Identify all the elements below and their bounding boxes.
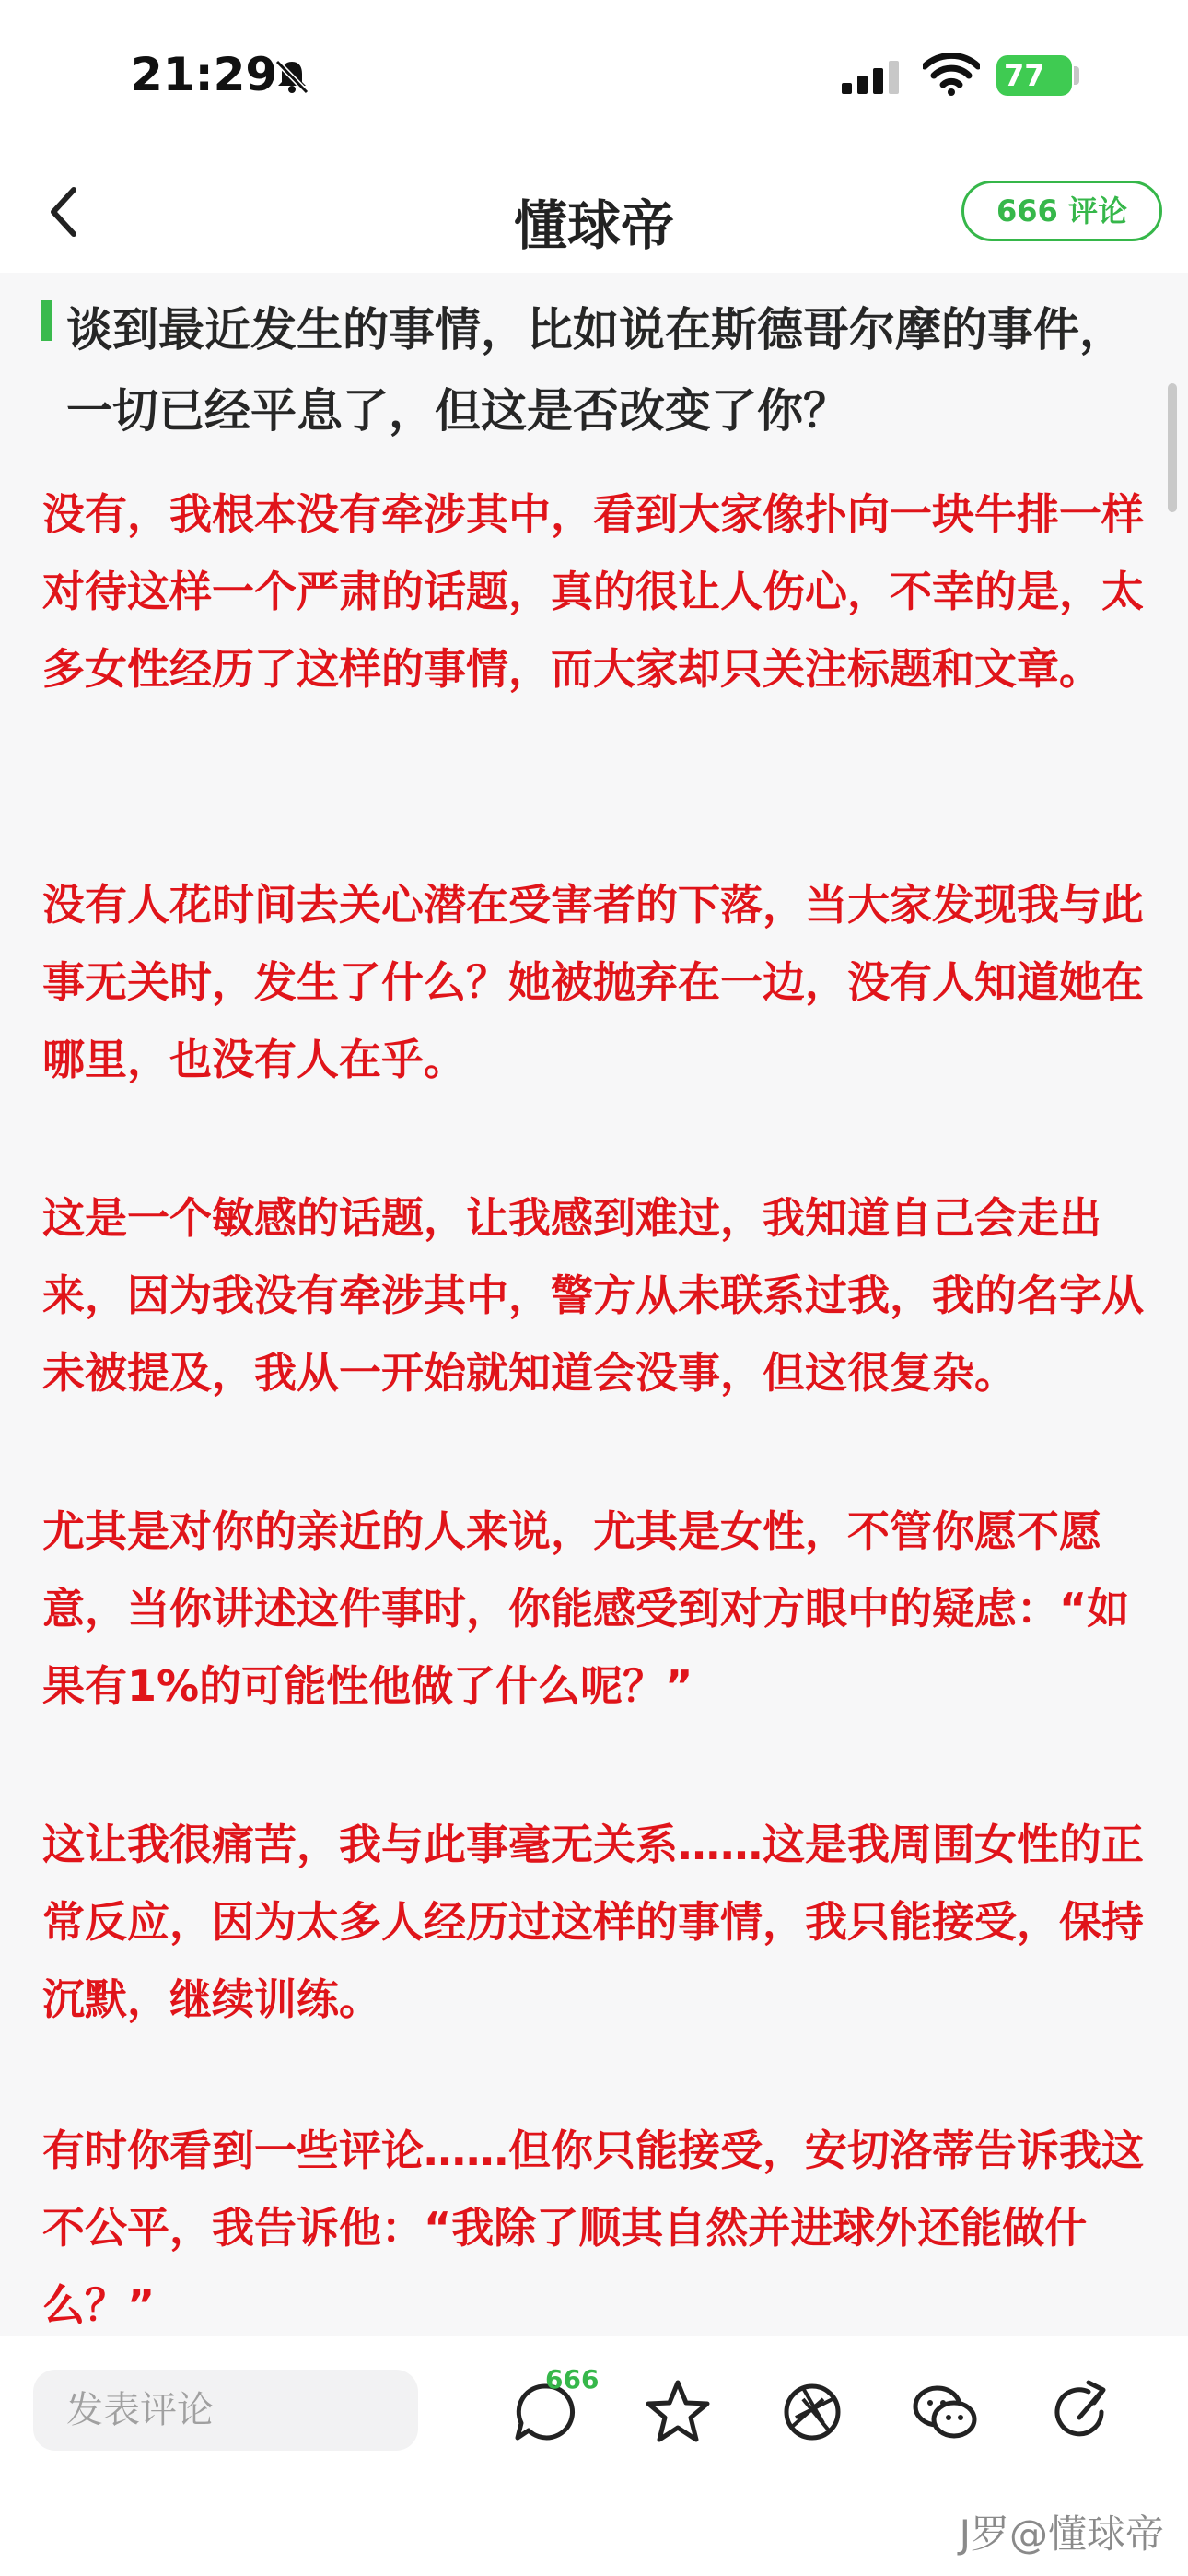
interview-question: 谈到最近发生的事情，比如说在斯德哥尔摩的事件，一切已经平息了，但这是否改变了你？ xyxy=(66,303,1125,438)
star-icon[interactable] xyxy=(641,2375,715,2449)
question-accent-bar xyxy=(41,300,52,341)
battery-level: 77 xyxy=(1004,58,1045,93)
watermark: J罗@懂球帝 xyxy=(959,2512,1164,2557)
aperture-icon[interactable] xyxy=(775,2375,849,2449)
comment-count-badge: 666 xyxy=(545,2364,600,2395)
answer-paragraph: 尤其是对你的亲近的人来说，尤其是女性，不管你愿不愿意，当你讲述这件事时，你能感受到对方眼中的疑虑：“如果有1%的可能性他做了什么呢？” xyxy=(42,1506,1130,1711)
scrollbar[interactable] xyxy=(1168,383,1177,512)
nav-bar xyxy=(0,157,1188,273)
status-bar xyxy=(0,0,1188,157)
wifi-icon xyxy=(923,53,980,96)
comment-input[interactable] xyxy=(33,2370,418,2451)
status-time: 21:29 xyxy=(131,48,278,101)
answer-paragraph: 没有，我根本没有牵涉其中，看到大家像扑向一块牛排一样对待这样一个严肃的话题，真的很让人伤心，不幸的是，太多女性经历了这样的事情，而大家却只关注标题和文章。 xyxy=(42,489,1144,694)
battery-cap xyxy=(1074,66,1079,85)
wechat-icon[interactable] xyxy=(908,2375,982,2449)
comments-button[interactable]: 666 评论 xyxy=(961,181,1162,241)
article-content xyxy=(0,273,1188,2336)
app-title: 懂球帝 xyxy=(513,194,674,257)
answer-paragraph: 这让我很痛苦，我与此事毫无关系……这是我周围女性的正常反应，因为太多人经历过这样的事情，我只能接受，保持沉默，继续训练。 xyxy=(42,1820,1144,2024)
battery-indicator xyxy=(996,55,1072,96)
answer-paragraph: 有时你看到一些评论……但你只能接受，安切洛蒂告诉我这不公平，我告诉他：“我除了顺其自然并进球外还能做什么？” xyxy=(42,2125,1144,2330)
cellular-signal-icon xyxy=(842,61,903,94)
share-icon[interactable] xyxy=(1046,2375,1120,2449)
bell-off-icon xyxy=(273,57,311,96)
answer-paragraph: 这是一个敏感的话题，让我感到难过，我知道自己会走出来，因为我没有牵涉其中，警方从未联系过我，我的名字从未被提及，我从一开始就知道会没事，但这很复杂。 xyxy=(42,1193,1144,1398)
answer-paragraph: 没有人花时间去关心潜在受害者的下落，当大家发现我与此事无关时，发生了什么？她被抛弃在一边，没有人知道她在哪里，也没有人在乎。 xyxy=(42,880,1144,1084)
